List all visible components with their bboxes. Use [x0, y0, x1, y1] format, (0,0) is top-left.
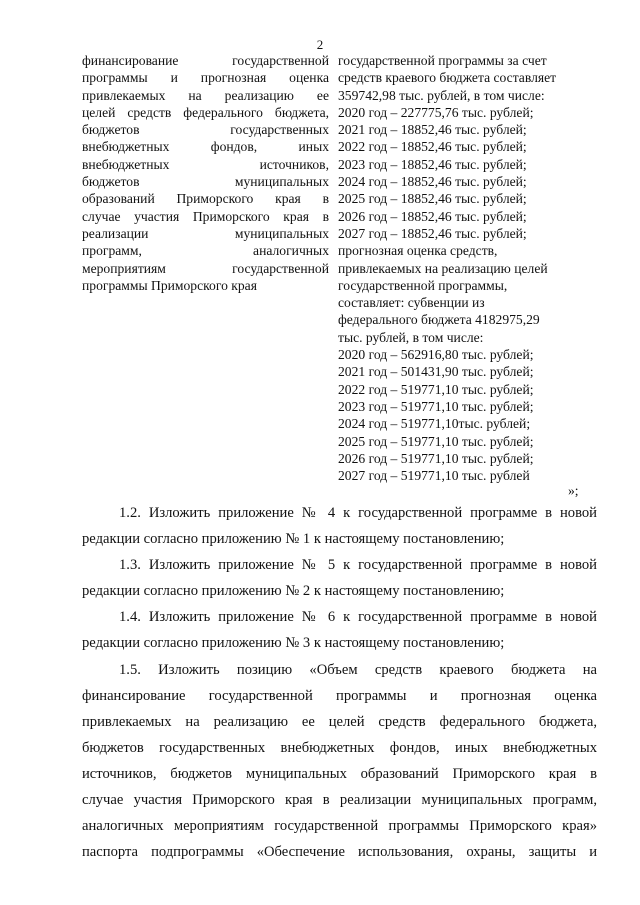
page-number: 2 — [316, 37, 324, 52]
left-cell-line: мероприятиям государственной — [82, 260, 329, 276]
right-cell-line: 2027 год – 18852,46 тыс. рублей; — [338, 225, 527, 241]
table-right-cell — [338, 52, 588, 484]
right-cell-line: 2022 год – 18852,46 тыс. рублей; — [338, 139, 527, 155]
right-cell-line: 2020 год – 562916,80 тыс. рублей; — [338, 347, 534, 363]
right-cell-line: федерального бюджета 4182975,29 — [338, 312, 540, 328]
table-left-cell — [82, 52, 329, 294]
paragraph-1-5 — [82, 657, 597, 866]
right-cell-line: 2023 год – 18852,46 тыс. рублей; — [338, 156, 527, 172]
closing-quote: »; — [568, 483, 579, 498]
right-cell-line: тыс. рублей, в том числе: — [338, 329, 484, 345]
right-cell-line: 2023 год – 519771,10 тыс. рублей; — [338, 398, 534, 414]
right-cell-line: 2024 год – 18852,46 тыс. рублей; — [338, 174, 527, 190]
paragraph-line: бюджетов государственных внебюджетных фондов, иных внебюджетных — [82, 739, 597, 756]
left-cell-line: внебюджетных источников, — [82, 156, 329, 172]
paragraph-1-2 — [82, 500, 597, 552]
paragraph-line: редакции согласно приложению № 2 к настоящему постановлению; — [82, 583, 505, 600]
left-cell-line: случае участия Приморского края в — [82, 208, 329, 224]
right-cell-line: составляет: субвенции из — [338, 295, 485, 311]
paragraph-line: 1.2. Изложить приложение № 4 к государственной программе в новой — [119, 505, 597, 521]
right-cell-line: государственной программы за счет — [338, 53, 547, 68]
left-cell-line: бюджетов муниципальных — [82, 174, 329, 190]
left-cell-line: привлекаемых на реализацию ее — [82, 87, 329, 103]
left-cell-line: внебюджетных фондов, иных — [82, 139, 329, 155]
left-cell-line: целей средств федерального бюджета, — [82, 104, 329, 120]
paragraph-line: редакции согласно приложению № 3 к настоящему постановлению; — [82, 635, 505, 652]
document-body — [82, 500, 597, 865]
right-cell-line: привлекаемых на реализацию целей — [338, 260, 548, 276]
left-cell-line: программ, аналогичных — [82, 243, 329, 259]
paragraph-line: случае участия Приморского края в реализации муниципальных программ, — [82, 792, 597, 809]
left-cell-line: бюджетов государственных — [82, 122, 329, 138]
right-cell-line: 2020 год – 227775,76 тыс. рублей; — [338, 104, 534, 120]
left-cell-line: программы Приморского края — [82, 277, 257, 293]
left-cell-line: образований Приморского края в — [82, 191, 329, 207]
right-cell-line: 2021 год – 18852,46 тыс. рублей; — [338, 122, 527, 138]
paragraph-line: источников, бюджетов муниципальных образований Приморского края в — [82, 765, 597, 782]
right-cell-line: 2024 год – 519771,10тыс. рублей; — [338, 416, 531, 432]
left-cell-line: программы и прогнозная оценка — [82, 70, 329, 86]
right-cell-line: 2027 год – 519771,10 тыс. рублей — [338, 468, 530, 484]
left-cell-line: финансирование государственной — [82, 53, 329, 68]
paragraph-line: 1.5. Изложить позицию «Объем средств краевого бюджета на — [119, 661, 597, 678]
paragraph-1-3 — [82, 552, 597, 604]
paragraph-line: аналогичных мероприятиям государственной программы Приморского края» — [82, 818, 597, 835]
left-cell-line: реализации муниципальных — [82, 225, 329, 241]
paragraph-line: привлекаемых на реализацию ее целей средств федерального бюджета, — [82, 713, 597, 730]
paragraph-1-4 — [82, 604, 597, 656]
right-cell-line: средств краевого бюджета составляет — [338, 70, 557, 86]
right-cell-line: 2025 год – 18852,46 тыс. рублей; — [338, 191, 527, 207]
right-cell-line: 2026 год – 519771,10 тыс. рублей; — [338, 450, 534, 466]
right-cell-line: 2026 год – 18852,46 тыс. рублей; — [338, 208, 527, 224]
paragraph-line: паспорта подпрограммы «Обеспечение использования, охраны, защиты и — [82, 844, 597, 861]
right-cell-line: государственной программы, — [338, 277, 508, 293]
paragraph-line: финансирование государственной программы и прогнозная оценка — [82, 687, 597, 704]
paragraph-line: 1.3. Изложить приложение № 5 к государственной программе в новой — [119, 557, 597, 574]
paragraph-line: 1.4. Изложить приложение № 6 к государственной программе в новой — [119, 609, 597, 626]
right-cell-line: 2025 год – 519771,10 тыс. рублей; — [338, 433, 534, 449]
paragraph-line: редакции согласно приложению № 1 к настоящему постановлению; — [82, 531, 505, 548]
right-cell-line: прогнозная оценка средств, — [338, 243, 498, 259]
right-cell-line: 2022 год – 519771,10 тыс. рублей; — [338, 381, 534, 397]
right-cell-line: 359742,98 тыс. рублей, в том числе: — [338, 87, 545, 103]
right-cell-line: 2021 год – 501431,90 тыс. рублей; — [338, 364, 534, 380]
